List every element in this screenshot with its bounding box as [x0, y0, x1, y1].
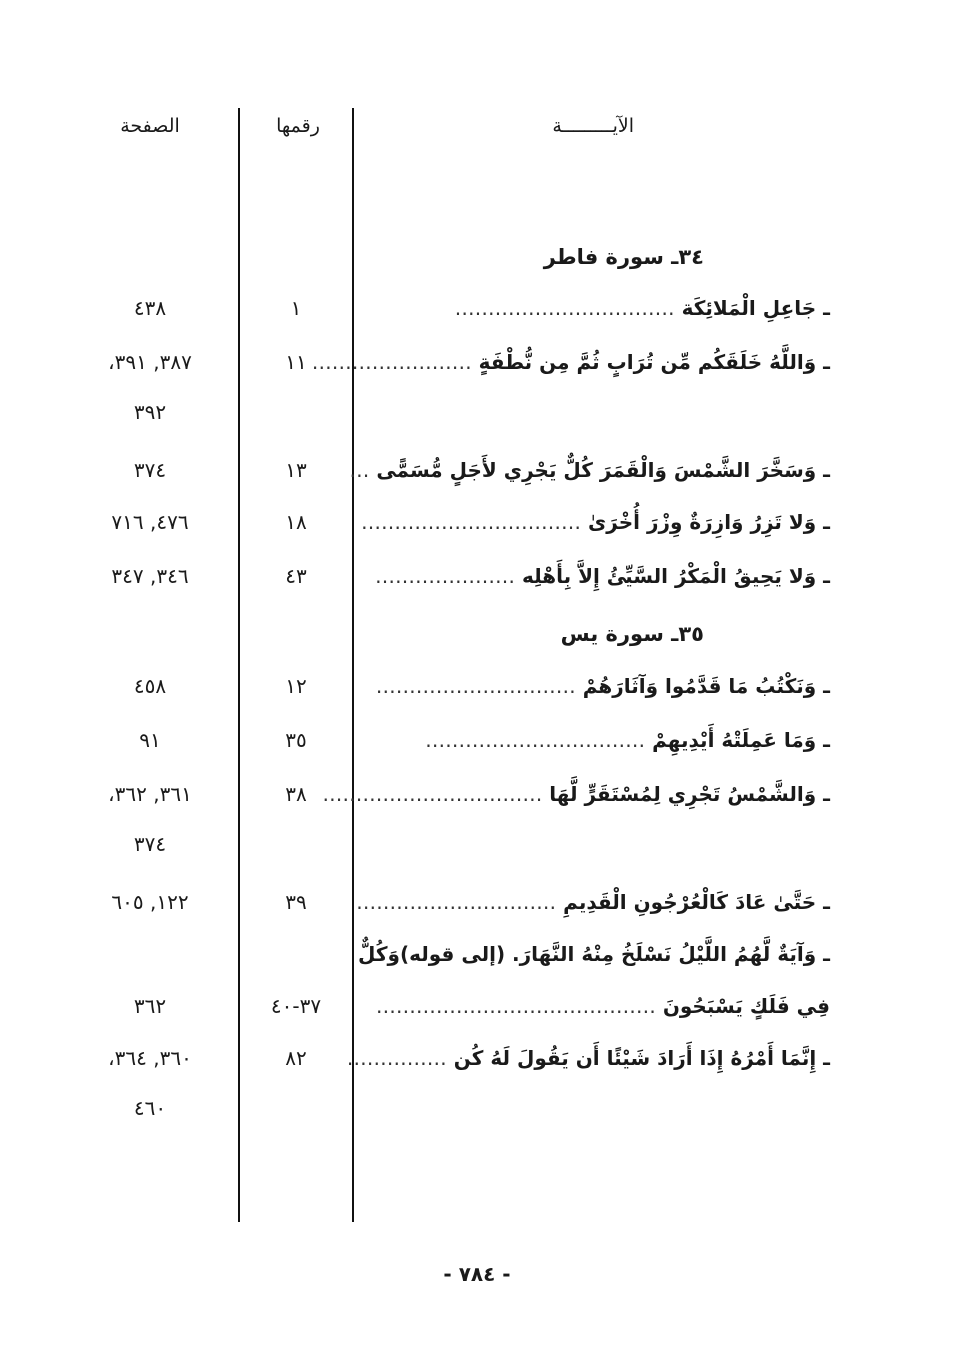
page-refs: ٣٦١, ٣٦٢،	[108, 782, 192, 806]
index-row	[0, 674, 954, 714]
page-refs: ٩١	[139, 728, 161, 752]
page-refs: ٣٧٤	[133, 832, 167, 856]
verse-text: ـ وَلا يَحِيقُ الْمَكْرُ السَّيِّئُ إِلاَّ بِأَهْلِه …………………	[374, 564, 830, 588]
leader-dots: ……………………………	[454, 296, 675, 320]
page-refs: ٤٥٨	[133, 674, 167, 698]
page-refs: ٣٨٧, ٣٩١،	[108, 350, 192, 374]
header-page: الصفحة	[120, 115, 180, 137]
index-row	[0, 728, 954, 768]
surah-title: ٣٤ـ سورة فاطر	[543, 245, 704, 269]
index-row-continuation	[0, 400, 954, 440]
verse-number: ١٣	[285, 458, 307, 482]
verse-number: ١٨	[285, 510, 307, 534]
index-row-continuation	[0, 994, 954, 1034]
verse-text: ـ وَلا تَزِرُ وَازِرَةٌ وِزْرَ أُخْرَىٰ ……………………………	[360, 510, 830, 534]
leader-dots: …………………	[374, 564, 515, 588]
verse-number: ١١	[285, 350, 307, 374]
verse-number: ٣٥	[285, 728, 307, 752]
verse-text: ـ إِنَّمَا أَمْرُهُ إِذَا أَرَادَ شَيْئًا أَن يَقُولَ لَهُ كُن ……………	[346, 1046, 830, 1070]
leader-dots: …	[349, 458, 370, 482]
page-refs: ٤٦٠	[133, 1096, 167, 1120]
verse-text: ـ وَاللَّهُ خَلَقَكُم مِّن تُرَابٍ ثُمَّ مِن نُّطْفَةٍ ……………………	[311, 350, 830, 374]
verse-number: ٣٩	[285, 890, 307, 914]
header-number: رقمها	[276, 115, 320, 137]
surah-title: ٣٥ـ سورة يس	[560, 622, 704, 646]
verse-text: ـ وَمَا عَمِلَتْهُ أَيْدِيهِمْ ……………………………	[425, 728, 830, 752]
leader-dots: ……………………………………	[375, 994, 656, 1018]
verse-text: ـ وَالشَّمْسُ تَجْرِي لِمُسْتَقَرٍّ لَّهَا ……………………………	[322, 782, 830, 806]
leader-dots: ……………………………	[322, 782, 543, 806]
page-refs: ٣٦٢	[133, 994, 167, 1018]
index-row	[0, 458, 954, 498]
verse-number: ٤٣	[285, 564, 307, 588]
page-refs: ١٢٢, ٦٠٥	[111, 890, 189, 914]
leader-dots: ……………………………	[425, 728, 646, 752]
page-refs: ٣٩٢	[133, 400, 167, 424]
verse-number: ٣٧-٤٠	[270, 994, 322, 1018]
index-row	[0, 1046, 954, 1086]
index-row	[0, 510, 954, 550]
page-refs: ٣٧٤	[133, 458, 167, 482]
verse-text: ـ وَآيَةٌ لَّهُمُ اللَّيْلُ نَسْلَخُ مِنْهُ النَّهَارَ. (إلى قوله)وَكُلٌّ	[358, 942, 830, 966]
index-row	[0, 942, 954, 982]
leader-dots: ……………	[346, 1046, 447, 1070]
verse-number: ١٢	[285, 674, 307, 698]
verse-text: ـ وَسَخَّرَ الشَّمْسَ وَالْقَمَرَ كُلٌّ يَجْرِي لأَجَلٍ مُّسَمًّى …	[349, 458, 830, 482]
page-refs: ٣٤٦, ٣٤٧	[111, 564, 189, 588]
index-row	[0, 350, 954, 390]
page-refs: ٤٧٦, ٧١٦	[111, 510, 189, 534]
verse-text: ـ وَنَكْتُبُ مَا قَدَّمُوا وَآثَارَهُمْ …………………………	[375, 674, 830, 698]
index-row	[0, 296, 954, 336]
index-row-continuation	[0, 1096, 954, 1136]
index-row	[0, 782, 954, 822]
page-refs: ٣٦٠, ٣٦٤،	[108, 1046, 192, 1070]
page-refs: ٤٣٨	[133, 296, 167, 320]
verse-text: ـ جَاعِلِ الْمَلائِكَة ……………………………	[454, 296, 830, 320]
header-verse: الآيـــــــــة	[552, 115, 634, 137]
leader-dots: …………………………	[356, 890, 557, 914]
verse-number: ٣٨	[285, 782, 307, 806]
verse-number: ١	[290, 296, 302, 320]
verse-text: ـ حَتَّىٰ عَادَ كَالْعُرْجُونِ الْقَدِيمِ …………………………	[356, 890, 830, 914]
index-row	[0, 564, 954, 604]
verse-text: فِي فَلَكٍ يَسْبَحُونَ ……………………………………	[375, 994, 830, 1018]
leader-dots: ……………………	[311, 350, 472, 374]
verse-number: ٨٢	[285, 1046, 307, 1070]
index-row	[0, 890, 954, 930]
index-row-continuation	[0, 832, 954, 872]
page-number: - ٧٨٤ -	[443, 1262, 511, 1286]
leader-dots: …………………………	[375, 674, 576, 698]
leader-dots: ……………………………	[360, 510, 581, 534]
